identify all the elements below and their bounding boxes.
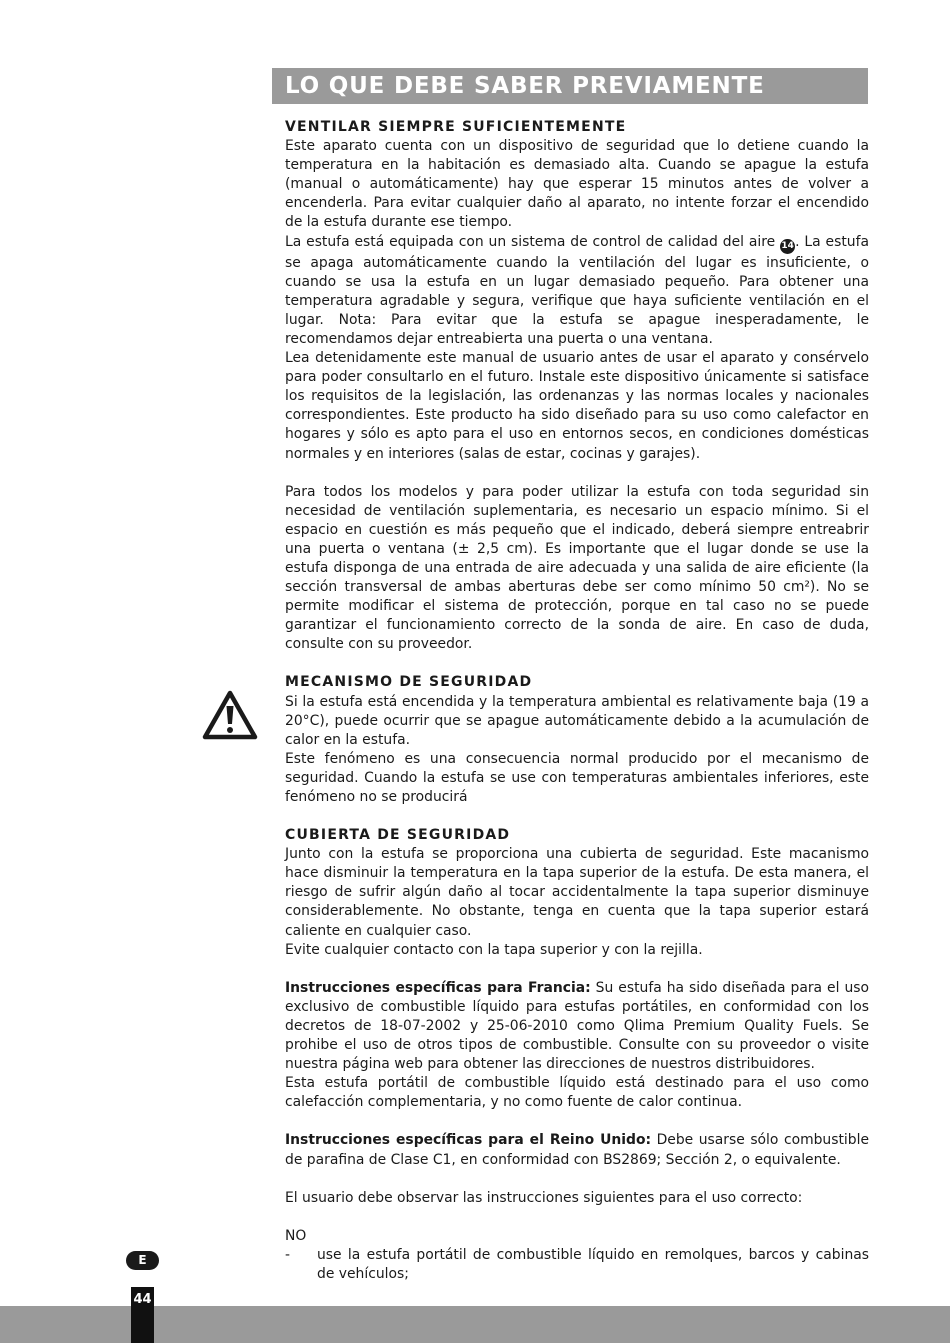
ventilar-paragraph-3: Lea detenidamente este manual de usuario antes de usar el aparato y consérvelo para poder consultarlo en el futuro. Instale este dispositivo únicamente si satisface los requisitos de la legislación, las ordenanzas y las normas locales y nacionales correspondientes. Este producto ha sido diseñado para su uso como calefactor en hogares y sólo es apto para el uso en entornos secos, en condiciones domésticas normales y en interiores (salas de estar, cocinas y garajes).	[285, 350, 869, 462]
reino-unido-text: Debe usarse sólo combustible de parafina de Clase C1, en conformidad con BS2869; Sección 2, o equivalente.	[285, 1132, 869, 1168]
ventilar-paragraph-4: Para todos los modelos y para poder utilizar la estufa con toda seguridad sin necesidad de ventilación suplementaria, es necesario un espacio mínimo. Si el espacio en cuestión es más pequeño que el indicado, deberá siempre entreabrir una puerta o ventana (± 2,5 cm). Es importante que el lugar donde se use la estufa disponga de una entrada de aire adecuada y una salida de aire eficiente (la sección transversal de ambas aberturas debe ser como mínimo 50 cm²). No se permite modificar el sistema de protección, porque en tal caso no se puede garantizar el funcionamiento correcto de la sonda de aire. En caso de duda, consulte con su proveedor.	[285, 483, 869, 653]
ventilar-paragraph-1: Este aparato cuenta con un dispositivo de seguridad que lo detiene cuando la temperatura en la habitación es demasiado alta. Cuando se apague la estufa (manual o automáticamente) hay que esperar 15 minutos antes de volver a encenderla. Para evitar cualquier daño al aparato, no intente forzar el encendido de la estufa durante ese tiempo.	[285, 138, 869, 231]
uso-no-label: NO	[285, 1227, 307, 1244]
cubierta-paragraph-2: Evite cualquier contacto con la tapa superior y con la rejilla.	[285, 941, 703, 958]
francia-paragraph	[285, 979, 869, 1074]
reference-number-badge: 14	[780, 239, 795, 254]
section-heading-ventilar: VENTILAR SIEMPRE SUFICIENTEMENTE	[285, 119, 627, 135]
reino-unido-label: Instrucciones específicas para el Reino Unido:	[285, 1132, 652, 1149]
section-heading-cubierta: CUBIERTA DE SEGURIDAD	[285, 827, 511, 844]
warning-triangle-icon	[202, 690, 258, 740]
list-dash: -	[285, 1246, 291, 1263]
ventilar-p2-after: . La estufa se apaga automáticamente cuando la ventilación del lugar es insuficiente, o cuando se usa la estufa en un lugar demasiado pequeño. Para obtener una temperatura agradable y segura, verifique que haya suficiente ventilación en el lugar. Nota: Para evitar que la estufa se apague inesperadamente, le recomendamos dejar entreabierta una puerta o una ventana.	[285, 233, 869, 347]
list-item	[285, 1246, 869, 1284]
francia-label: Instrucciones específicas para Francia:	[285, 979, 591, 996]
list-item-text: use la estufa portátil de combustible líquido en remolques, barcos y cabinas de vehículos;	[317, 1246, 869, 1282]
section-heading-mecanismo: MECANISMO DE SEGURIDAD	[285, 674, 533, 691]
francia-paragraph-2: Esta estufa portátil de combustible líquido está destinado para el uso como calefacción complementaria, y no como fuente de calor continua.	[285, 1075, 869, 1111]
main-content	[285, 118, 869, 1284]
ventilar-paragraph-2	[285, 233, 869, 349]
mecanismo-paragraph-1: Si la estufa está encendida y la temperatura ambiental es relativamente baja (19 a 20°C), puede ocurrir que se apague automáticamente debido a la acumulación de calor en la estufa.	[285, 693, 869, 748]
uso-intro: El usuario debe observar las instrucciones siguientes para el uso correcto:	[285, 1189, 803, 1206]
language-badge: E	[126, 1251, 159, 1270]
francia-text: Su estufa ha sido diseñada para el uso exclusivo de combustible líquido para estufas portátiles, en conformidad con los decretos de 18-07-2002 y 25-06-2010 como Qlima Premium Quality Fuels. Se prohibe el uso de otros tipos de combustible. Consulte con su proveedor o visite nuestra página web para obtener las direcciones de nuestros distribuidores.	[285, 979, 869, 1073]
cubierta-paragraph-1: Junto con la estufa se proporciona una cubierta de seguridad. Este macanismo hace disminuir la temperatura en la tapa superior de la estufa. De esta manera, el riesgo de sufrir algún daño al tocar accidentalmente la tapa superior disminuye considerablemente. No obstante, tenga en cuenta que la tapa superior estará caliente en cualquier caso.	[285, 846, 869, 939]
ventilar-p2-before: La estufa está equipada con un sistema de control de calidad del aire	[285, 233, 781, 250]
page-title: LO QUE DEBE SABER PREVIAMENTE	[272, 68, 868, 104]
page-number: 44	[131, 1287, 154, 1343]
mecanismo-paragraph-2: Este fenómeno es una consecuencia normal producido por el mecanismo de seguridad. Cuando la estufa se use con temperaturas ambientales inferiores, este fenómeno no se producirá	[285, 750, 869, 805]
reino-unido-paragraph	[285, 1131, 869, 1169]
